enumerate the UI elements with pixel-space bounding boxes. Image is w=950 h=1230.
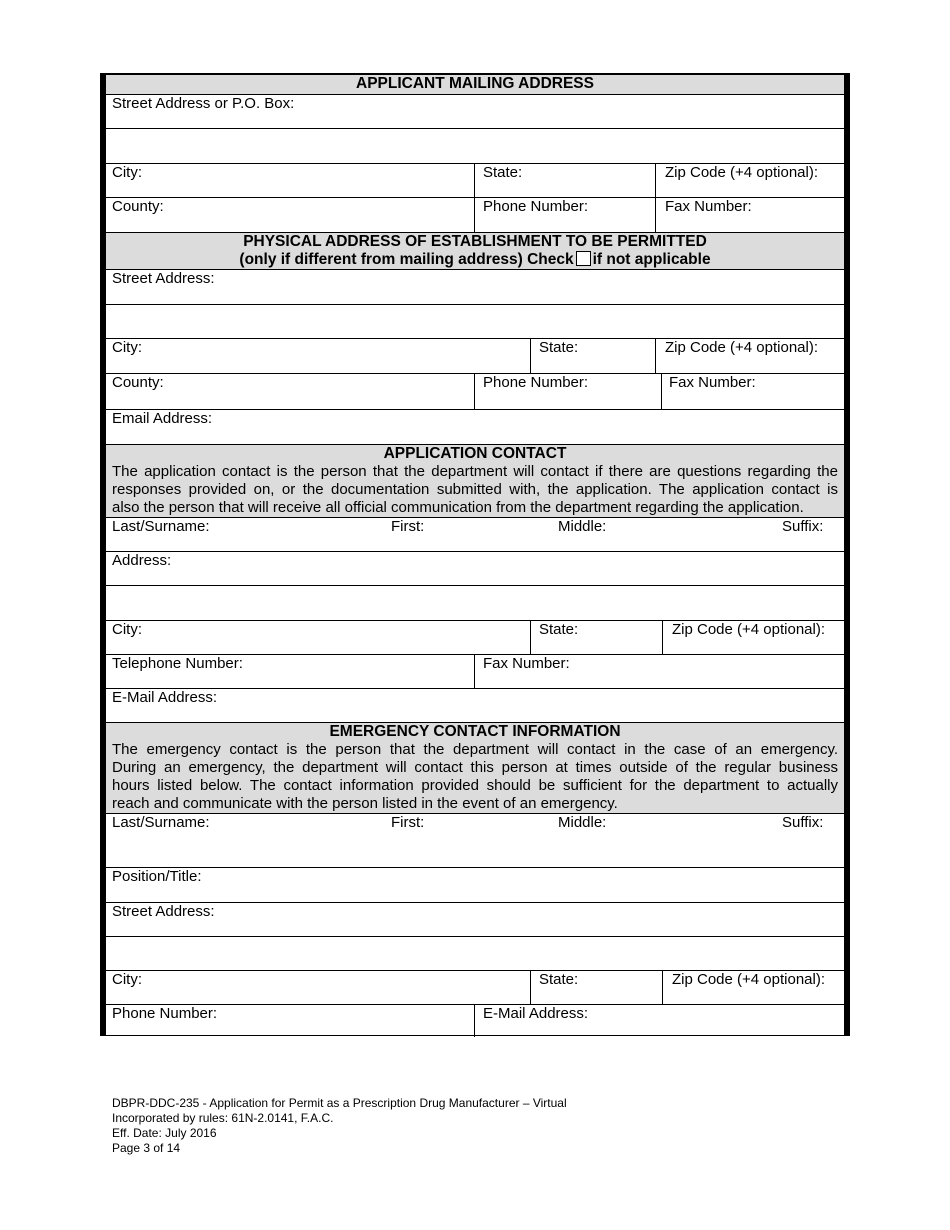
app-contact-desc-line: The application contact is the person that the department will contact if there are questions regarding the bbox=[112, 463, 838, 480]
app-contact-first-label: First: bbox=[391, 518, 425, 535]
mailing-city-label: City: bbox=[112, 164, 142, 181]
app-contact-middle-label: Middle: bbox=[558, 518, 607, 535]
divider bbox=[530, 970, 531, 1005]
divider bbox=[661, 373, 662, 409]
divider bbox=[655, 338, 656, 373]
mailing-state-label: State: bbox=[483, 164, 523, 181]
physical-heading-na-text: if not applicable bbox=[592, 251, 711, 268]
emergency-desc-line: hours listed below. The contact information provided should be sufficient for the department to actually bbox=[112, 777, 838, 794]
physical-heading-check-text: (only if different from mailing address) Check bbox=[239, 251, 574, 268]
emergency-description bbox=[106, 741, 844, 813]
emergency-city-label: City: bbox=[112, 971, 142, 988]
divider bbox=[474, 197, 475, 233]
divider bbox=[655, 163, 656, 197]
emergency-suffix-label: Suffix: bbox=[782, 814, 824, 831]
emergency-first-label: First: bbox=[391, 814, 425, 831]
app-contact-address-label: Address: bbox=[112, 552, 172, 569]
physical-street-label: Street Address: bbox=[112, 270, 215, 287]
footer-form-id: DBPR-DDC-235 - Application for Permit as a Prescription Drug Manufacturer – Virtual bbox=[112, 1096, 567, 1110]
emergency-street-label: Street Address: bbox=[112, 903, 215, 920]
physical-state-label: State: bbox=[539, 339, 579, 356]
emergency-last-label: Last/Surname: bbox=[112, 814, 210, 831]
emergency-position-field[interactable] bbox=[106, 868, 844, 902]
page-footer bbox=[112, 1096, 567, 1156]
divider bbox=[662, 970, 663, 1005]
divider bbox=[106, 128, 844, 129]
divider bbox=[474, 163, 475, 197]
mailing-county-label: County: bbox=[112, 198, 164, 215]
physical-county-label: County: bbox=[112, 374, 164, 391]
physical-heading-line1: PHYSICAL ADDRESS OF ESTABLISHMENT TO BE PERMITTED bbox=[243, 233, 707, 250]
mailing-street-label: Street Address or P.O. Box: bbox=[112, 95, 295, 112]
footer-page-number: Page 3 of 14 bbox=[112, 1141, 181, 1155]
app-contact-description bbox=[106, 463, 844, 517]
divider bbox=[106, 304, 844, 305]
mailing-city-field[interactable] bbox=[106, 164, 474, 197]
emergency-zip-label: Zip Code (+4 optional): bbox=[672, 971, 826, 988]
app-contact-city-field[interactable] bbox=[106, 621, 530, 654]
divider bbox=[474, 1004, 475, 1037]
footer-effective-date: Eff. Date: July 2016 bbox=[112, 1126, 217, 1140]
divider bbox=[655, 197, 656, 233]
app-contact-suffix-label: Suffix: bbox=[782, 518, 824, 535]
app-contact-telephone-label: Telephone Number: bbox=[112, 655, 243, 672]
divider bbox=[530, 620, 531, 655]
divider bbox=[106, 936, 844, 937]
emergency-state-label: State: bbox=[539, 971, 579, 988]
emergency-city-field[interactable] bbox=[106, 971, 530, 1004]
physical-zip-label: Zip Code (+4 optional): bbox=[665, 339, 819, 356]
physical-city-label: City: bbox=[112, 339, 142, 356]
divider bbox=[662, 620, 663, 655]
app-contact-section-header: APPLICATION CONTACT bbox=[106, 445, 844, 463]
emergency-name-field[interactable] bbox=[106, 814, 844, 867]
mailing-section-header: APPLICANT MAILING ADDRESS bbox=[106, 75, 844, 94]
emergency-position-label: Position/Title: bbox=[112, 868, 202, 885]
mailing-fax-label: Fax Number: bbox=[665, 198, 752, 215]
emergency-section-header: EMERGENCY CONTACT INFORMATION bbox=[106, 723, 844, 741]
app-contact-state-label: State: bbox=[539, 621, 579, 638]
physical-heading-line2 bbox=[106, 251, 844, 269]
divider bbox=[530, 338, 531, 373]
app-contact-name-field[interactable] bbox=[106, 518, 844, 551]
mailing-phone-label: Phone Number: bbox=[483, 198, 589, 215]
divider bbox=[474, 654, 475, 689]
physical-section-header bbox=[106, 233, 844, 269]
footer-rules: Incorporated by rules: 61N-2.0141, F.A.C. bbox=[112, 1111, 334, 1125]
physical-phone-label: Phone Number: bbox=[483, 374, 589, 391]
emergency-phone-label: Phone Number: bbox=[112, 1005, 218, 1022]
app-contact-zip-label: Zip Code (+4 optional): bbox=[672, 621, 826, 638]
physical-email-label: Email Address: bbox=[112, 410, 213, 427]
emergency-desc-line: reach and communicate with the person listed in the event of an emergency. bbox=[112, 795, 618, 812]
app-contact-fax-label: Fax Number: bbox=[483, 655, 570, 672]
divider bbox=[474, 373, 475, 409]
physical-fax-label: Fax Number: bbox=[669, 374, 756, 391]
app-contact-city-label: City: bbox=[112, 621, 142, 638]
app-contact-desc-line: responses provided on, or the documentation submitted with, the application. The application contact is bbox=[112, 481, 838, 498]
emergency-middle-label: Middle: bbox=[558, 814, 607, 831]
app-contact-last-label: Last/Surname: bbox=[112, 518, 210, 535]
physical-city-field[interactable] bbox=[106, 339, 530, 373]
app-contact-address-field[interactable] bbox=[106, 552, 844, 620]
emergency-desc-line: The emergency contact is the person that the department will contact in the case of an emergency. bbox=[112, 741, 838, 758]
app-contact-email-label: E-Mail Address: bbox=[112, 689, 218, 706]
emergency-desc-line: During an emergency, the department will contact this person at times outside of the regular business bbox=[112, 759, 838, 776]
not-applicable-checkbox[interactable] bbox=[576, 251, 591, 266]
app-contact-desc-line: also the person that will receive all official communication from the department regarding the application. bbox=[112, 499, 804, 516]
application-form bbox=[100, 73, 850, 1036]
physical-email-field[interactable] bbox=[106, 410, 844, 444]
divider bbox=[106, 585, 844, 586]
emergency-email-label: E-Mail Address: bbox=[483, 1005, 589, 1022]
mailing-zip-label: Zip Code (+4 optional): bbox=[665, 164, 819, 181]
